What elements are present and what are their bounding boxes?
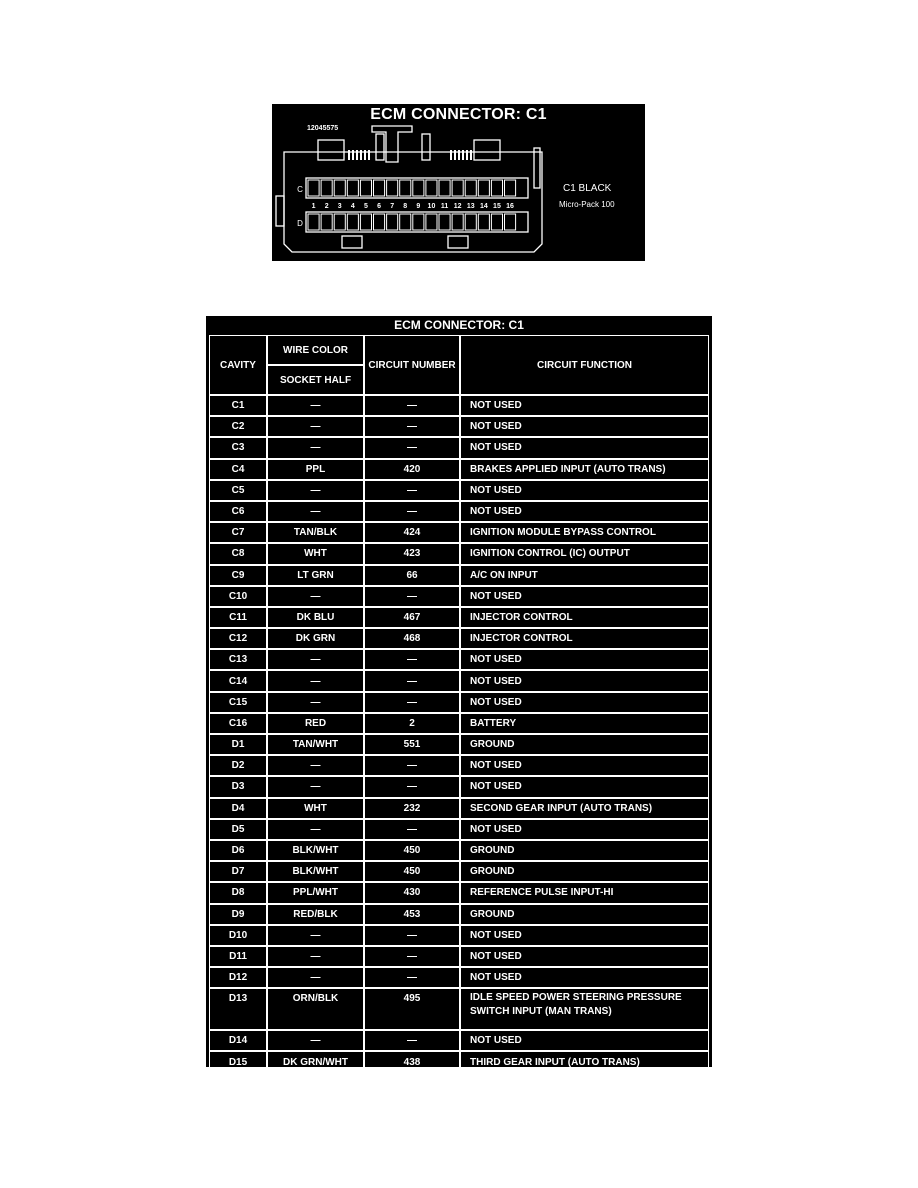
- circuit-number-cell: —: [364, 692, 460, 713]
- part-number: 12045575: [307, 125, 339, 132]
- row-c-cavity: [478, 180, 489, 196]
- circuit-number-cell: —: [364, 819, 460, 840]
- table-row: [209, 459, 709, 480]
- header-socket-half: SOCKET HALF: [267, 365, 364, 395]
- circuit-number-cell: —: [364, 480, 460, 501]
- circuit-function-cell: GROUND: [460, 861, 709, 882]
- rib: [356, 150, 358, 160]
- cavity-cell: D14: [209, 1030, 267, 1051]
- table-row: [209, 1073, 709, 1094]
- table-row: [209, 1030, 709, 1051]
- circuit-function-cell: NOT USED: [460, 819, 709, 840]
- row-c-cavity: [360, 180, 371, 196]
- circuit-function-cell: NOT USED: [460, 776, 709, 797]
- figure-title: ECM CONNECTOR: C1: [370, 106, 547, 123]
- wire-color-cell: —: [267, 395, 364, 416]
- rib: [462, 150, 464, 160]
- circuit-function-cell: NOT USED: [460, 437, 709, 458]
- header-wire-color: WIRE COLOR: [267, 335, 364, 365]
- table-row: [209, 755, 709, 776]
- wire-color-cell: —: [267, 670, 364, 691]
- table-row: [209, 713, 709, 734]
- latch-right: [474, 140, 500, 160]
- circuit-function-cell: NOT USED: [460, 501, 709, 522]
- pin-number: 9: [416, 203, 421, 210]
- row-d-cavity: [491, 214, 502, 230]
- wire-color-cell: WHT: [267, 543, 364, 564]
- table-row: [209, 543, 709, 564]
- circuit-function-cell: NOT USED: [460, 586, 709, 607]
- circuit-function-cell: NOT USED: [460, 670, 709, 691]
- circuit-function-cell: NOT USED: [460, 925, 709, 946]
- circuit-number-cell: —: [364, 501, 460, 522]
- circuit-number-cell: 467: [364, 607, 460, 628]
- circuit-function-cell: IGNITION CONTROL (IC) OUTPUT: [460, 543, 709, 564]
- cavity-cell: D16: [209, 1073, 267, 1094]
- cavity-cell: D4: [209, 798, 267, 819]
- row-c-cavity: [413, 180, 424, 196]
- circuit-number-cell: —: [364, 395, 460, 416]
- circuit-function-cell: GROUND: [460, 904, 709, 925]
- wire-color-cell: TAN/BLK: [267, 522, 364, 543]
- row-c-housing: [306, 178, 528, 198]
- row-d-cavity: [452, 214, 463, 230]
- cavity-cell: D5: [209, 819, 267, 840]
- pin-number: 16: [506, 203, 514, 210]
- side-tab-right: [534, 148, 540, 188]
- circuit-function-cell: GROUND: [460, 734, 709, 755]
- rib: [470, 150, 472, 160]
- cavity-cell: D6: [209, 840, 267, 861]
- table-row: [209, 670, 709, 691]
- circuit-function-cell: INJECTOR CONTROL: [460, 607, 709, 628]
- circuit-number-cell: 2: [364, 713, 460, 734]
- pin-number: 3: [337, 203, 342, 210]
- row-c-cavity: [374, 180, 385, 196]
- circuit-number-cell: 232: [364, 798, 460, 819]
- rib: [454, 150, 456, 160]
- table-row: [209, 522, 709, 543]
- row-c-label: C: [297, 185, 303, 194]
- wire-color-cell: PPL/WHT: [267, 882, 364, 903]
- connector-diagram: [272, 104, 645, 261]
- wire-color-cell: BLK/WHT: [267, 861, 364, 882]
- table-row: [209, 565, 709, 586]
- row-c-cavity: [452, 180, 463, 196]
- table-row: [209, 416, 709, 437]
- circuit-function-cell: BRAKES APPLIED INPUT (AUTO TRANS): [460, 459, 709, 480]
- latch-left: [318, 140, 344, 160]
- circuit-function-cell: IGNITION MODULE BYPASS CONTROL: [460, 522, 709, 543]
- header-circuit-number: CIRCUIT NUMBER: [364, 335, 460, 395]
- circuit-number-cell: 495: [364, 988, 460, 1030]
- wire-color-cell: —: [267, 946, 364, 967]
- wire-color-cell: —: [267, 692, 364, 713]
- row-d-cavity: [413, 214, 424, 230]
- cavity-cell: C2: [209, 416, 267, 437]
- row-d-cavity: [465, 214, 476, 230]
- table-row: [209, 692, 709, 713]
- table-row: [209, 776, 709, 797]
- cavity-cell: C15: [209, 692, 267, 713]
- circuit-function-cell: BATTERY: [460, 713, 709, 734]
- pin-number: 14: [479, 203, 488, 210]
- cavity-cell: C11: [209, 607, 267, 628]
- cavity-cell: D12: [209, 967, 267, 988]
- row-d-label: D: [297, 219, 303, 228]
- cavity-cell: C7: [209, 522, 267, 543]
- cavity-cell: C3: [209, 437, 267, 458]
- row-d-cavity: [334, 214, 345, 230]
- row-c-cavity: [334, 180, 345, 196]
- row-d-cavity: [360, 214, 371, 230]
- circuit-number-cell: —: [364, 416, 460, 437]
- row-d-cavity: [321, 214, 332, 230]
- circuit-number-cell: —: [364, 925, 460, 946]
- circuit-number-cell: —: [364, 967, 460, 988]
- circuit-number-cell: 423: [364, 543, 460, 564]
- circuit-function-cell: NOT USED: [460, 480, 709, 501]
- row-d-cavity: [400, 214, 411, 230]
- key-right: [422, 134, 430, 160]
- table-row: [209, 946, 709, 967]
- cavity-cell: D11: [209, 946, 267, 967]
- circuit-function-cell: SECOND GEAR INPUT (AUTO TRANS): [460, 798, 709, 819]
- table-row: [209, 988, 709, 1030]
- key-left: [376, 134, 384, 160]
- wire-color-cell: —: [267, 480, 364, 501]
- row-d-cavity: [347, 214, 358, 230]
- row-d-housing: [306, 212, 528, 232]
- circuit-number-cell: 420: [364, 459, 460, 480]
- bottom-clip-left: [342, 236, 362, 248]
- pin-number: 12: [453, 203, 462, 210]
- circuit-number-cell: 66: [364, 565, 460, 586]
- cavity-cell: D13: [209, 988, 267, 1030]
- table-row: [209, 840, 709, 861]
- rib: [348, 150, 350, 160]
- table-row: [209, 882, 709, 903]
- row-c-cavity: [491, 180, 502, 196]
- circuit-function-cell: NOT USED: [460, 946, 709, 967]
- pin-number: 11: [440, 203, 449, 210]
- cavity-cell: C10: [209, 586, 267, 607]
- circuit-number-cell: —: [364, 586, 460, 607]
- row-c-cavity: [347, 180, 358, 196]
- cavity-cell: C13: [209, 649, 267, 670]
- circuit-function-cell: A/C ON INPUT: [460, 565, 709, 586]
- wire-color-cell: —: [267, 776, 364, 797]
- rib: [368, 150, 370, 160]
- rib: [466, 150, 468, 160]
- wire-color-cell: TAN/WHT: [267, 734, 364, 755]
- table-row: [209, 925, 709, 946]
- wire-color-cell: —: [267, 416, 364, 437]
- wire-color-cell: PPL: [267, 459, 364, 480]
- rib: [458, 150, 460, 160]
- row-d-cavity: [387, 214, 398, 230]
- table-body: [209, 395, 709, 1094]
- circuit-function-cell: NOT USED: [460, 416, 709, 437]
- table-row: [209, 586, 709, 607]
- row-d-cavity: [308, 214, 319, 230]
- table-row: [209, 437, 709, 458]
- wire-color-cell: WHT: [267, 798, 364, 819]
- row-c-cavity: [308, 180, 319, 196]
- pin-number: 15: [493, 203, 501, 210]
- row-c-cavity: [426, 180, 437, 196]
- table-row: [209, 649, 709, 670]
- table-row: [209, 1051, 709, 1072]
- cavity-cell: C5: [209, 480, 267, 501]
- connector-type: Micro-Pack 100: [559, 200, 615, 209]
- wire-color-cell: ORN/BLK: [267, 988, 364, 1030]
- cavity-cell: C8: [209, 543, 267, 564]
- circuit-number-cell: 424: [364, 522, 460, 543]
- pin-number: 4: [350, 203, 355, 210]
- wire-color-cell: —: [267, 967, 364, 988]
- row-c-cavity: [400, 180, 411, 196]
- circuit-number-cell: —: [364, 776, 460, 797]
- wire-color-cell: ORN/BLK: [267, 1073, 364, 1094]
- cavity-cell: D8: [209, 882, 267, 903]
- cavity-cell: D1: [209, 734, 267, 755]
- wire-color-cell: RED/BLK: [267, 904, 364, 925]
- row-c-cavity: [505, 180, 516, 196]
- cavity-cell: D2: [209, 755, 267, 776]
- wire-color-cell: RED: [267, 713, 364, 734]
- rib: [360, 150, 362, 160]
- header-cavity: CAVITY: [209, 335, 267, 395]
- circuit-number-cell: —: [364, 1030, 460, 1051]
- circuit-number-cell: 430: [364, 882, 460, 903]
- cavity-cell: C9: [209, 565, 267, 586]
- table-row: [209, 501, 709, 522]
- circuit-function-cell: REFERENCE PULSE INPUT-HI: [460, 882, 709, 903]
- circuit-number-cell: —: [364, 755, 460, 776]
- cavity-cell: C14: [209, 670, 267, 691]
- circuit-function-cell: IDLE SPEED POWER STEERING PRESSURE SWITCH INPUT (MAN TRANS): [460, 988, 709, 1030]
- pin-number: 13: [466, 203, 475, 210]
- row-d-cavity: [426, 214, 437, 230]
- table-row: [209, 861, 709, 882]
- side-tab-left: [276, 196, 284, 226]
- cavity-cell: C16: [209, 713, 267, 734]
- rib: [352, 150, 354, 160]
- cavity-cell: D7: [209, 861, 267, 882]
- table-row: [209, 734, 709, 755]
- circuit-number-cell: 434: [364, 1073, 460, 1094]
- circuit-function-cell: NOT USED: [460, 395, 709, 416]
- cavity-cell: D15: [209, 1051, 267, 1072]
- circuit-number-cell: 551: [364, 734, 460, 755]
- circuit-function-cell: NOT USED: [460, 1030, 709, 1051]
- circuit-number-cell: 450: [364, 861, 460, 882]
- wire-color-cell: —: [267, 819, 364, 840]
- cavity-cell: C6: [209, 501, 267, 522]
- table-row: [209, 480, 709, 501]
- cavity-cell: D9: [209, 904, 267, 925]
- circuit-number-cell: 438: [364, 1051, 460, 1072]
- wire-color-cell: LT GRN: [267, 565, 364, 586]
- table-row: [209, 607, 709, 628]
- pin-number: 8: [403, 203, 408, 210]
- cavity-cell: C1: [209, 395, 267, 416]
- circuit-function-cell: INJECTOR CONTROL: [460, 628, 709, 649]
- wire-color-cell: —: [267, 649, 364, 670]
- row-c-cavity: [321, 180, 332, 196]
- circuit-function-cell: NOT USED: [460, 692, 709, 713]
- circuit-function-cell: NOT USED: [460, 967, 709, 988]
- wire-color-cell: —: [267, 1030, 364, 1051]
- circuit-number-cell: —: [364, 437, 460, 458]
- row-c-cavity: [439, 180, 450, 196]
- wire-color-cell: DK GRN: [267, 628, 364, 649]
- table-row: [209, 395, 709, 416]
- cavity-cell: C4: [209, 459, 267, 480]
- circuit-number-cell: —: [364, 649, 460, 670]
- wire-color-cell: —: [267, 586, 364, 607]
- row-c-cavity: [465, 180, 476, 196]
- circuit-function-cell: PARK/NEUTRAL INPUT (AUTO TRANS): [460, 1073, 709, 1094]
- rib: [364, 150, 366, 160]
- table-row: [209, 798, 709, 819]
- cavity-cell: C12: [209, 628, 267, 649]
- circuit-number-cell: —: [364, 946, 460, 967]
- bottom-clip-right: [448, 236, 468, 248]
- circuit-number-cell: 450: [364, 840, 460, 861]
- table-title: ECM CONNECTOR: C1: [394, 318, 524, 332]
- pin-number: 1: [311, 203, 316, 210]
- circuit-number-cell: 468: [364, 628, 460, 649]
- connector-outline: [284, 152, 542, 252]
- pinout-table: [209, 335, 709, 1094]
- circuit-function-cell: NOT USED: [460, 649, 709, 670]
- rib: [450, 150, 452, 160]
- circuit-function-cell: THIRD GEAR INPUT (AUTO TRANS): [460, 1051, 709, 1072]
- row-d-cavity: [505, 214, 516, 230]
- wire-color-cell: —: [267, 755, 364, 776]
- pin-number: 5: [363, 203, 368, 210]
- wire-color-cell: DK GRN/WHT: [267, 1051, 364, 1072]
- cavity-cell: D10: [209, 925, 267, 946]
- circuit-function-cell: GROUND: [460, 840, 709, 861]
- row-d-cavity: [439, 214, 450, 230]
- cavity-cell: D3: [209, 776, 267, 797]
- center-key: [372, 126, 412, 162]
- table-row: [209, 819, 709, 840]
- circuit-number-cell: 453: [364, 904, 460, 925]
- pin-number: 10: [427, 203, 436, 210]
- circuit-function-cell: NOT USED: [460, 755, 709, 776]
- pin-number: 2: [324, 203, 329, 210]
- pinout-table-container: [206, 316, 712, 1089]
- wire-color-cell: BLK/WHT: [267, 840, 364, 861]
- wire-color-cell: DK BLU: [267, 607, 364, 628]
- wire-color-cell: —: [267, 925, 364, 946]
- connector-color: C1 BLACK: [563, 183, 612, 194]
- table-row: [209, 967, 709, 988]
- row-d-cavity: [374, 214, 385, 230]
- wire-color-cell: —: [267, 437, 364, 458]
- table-row: [209, 628, 709, 649]
- table-row: [209, 904, 709, 925]
- header-circuit-function: CIRCUIT FUNCTION: [460, 335, 709, 395]
- row-d-cavity: [478, 214, 489, 230]
- wire-color-cell: —: [267, 501, 364, 522]
- pin-number: 6: [377, 203, 382, 210]
- pin-number: 7: [390, 203, 395, 210]
- circuit-number-cell: —: [364, 670, 460, 691]
- row-c-cavity: [387, 180, 398, 196]
